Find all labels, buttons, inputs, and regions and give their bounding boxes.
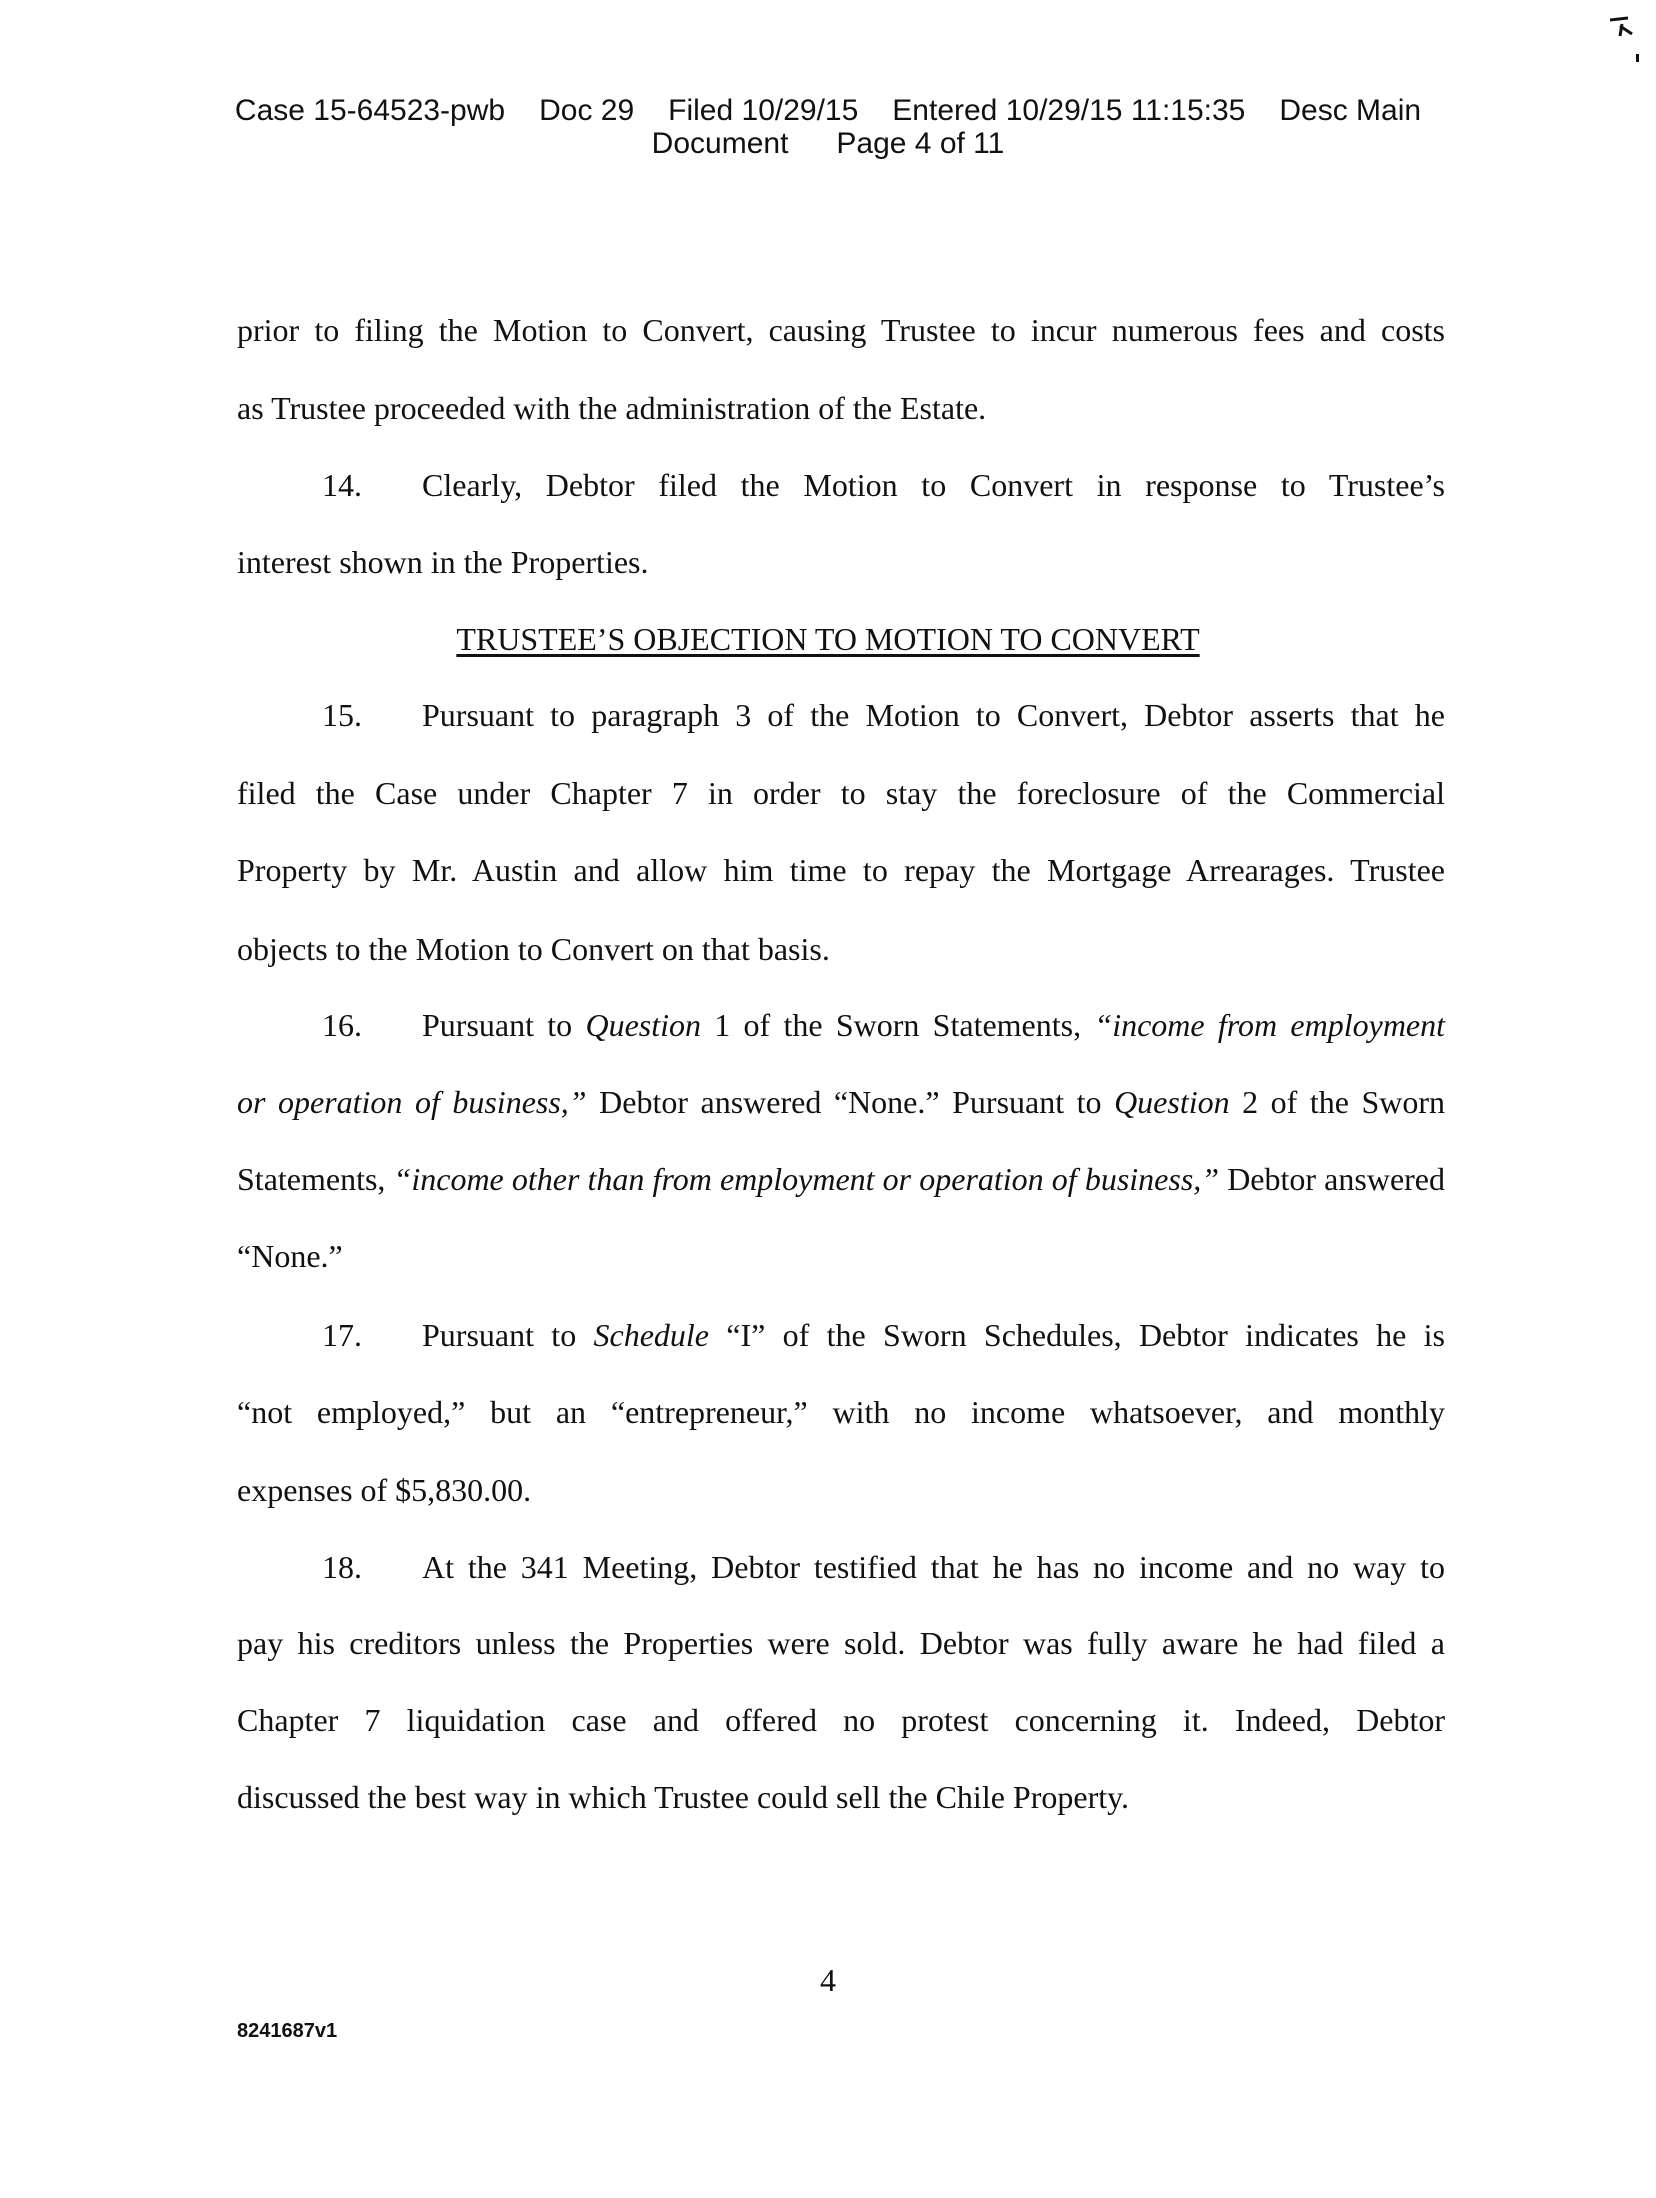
doc-number: Doc 29	[539, 94, 635, 127]
body-line: Property by Mr. Austin and allow him time to repay the Mortgage Arrearages. Trustee	[237, 852, 1445, 888]
italic-run: “income from employment	[1094, 1007, 1446, 1043]
paragraph-number: 16.	[322, 1007, 362, 1043]
italic-run: “income other than from employment or operation of business,”	[393, 1161, 1220, 1197]
paragraph-text: Clearly, Debtor filed the Motion to Convert in response to Trustee’s	[422, 467, 1445, 503]
paragraph-18	[237, 1547, 1445, 1587]
body-line: pay his creditors unless the Properties were sold. Debtor was fully aware he had filed a	[237, 1625, 1445, 1661]
text-run: Pursuant to	[422, 1007, 586, 1043]
description: Desc Main	[1279, 94, 1422, 127]
italic-run: Schedule	[593, 1317, 709, 1353]
scan-mark-corner	[1610, 14, 1640, 64]
handwritten-mark-icon	[1610, 14, 1640, 64]
page-indicator: Page 4 of 11	[836, 127, 1005, 160]
body-line: prior to filing the Motion to Convert, causing Trustee to incur numerous fees and costs	[237, 312, 1445, 348]
text-run: Debtor answered “None.” Pursuant to	[586, 1084, 1115, 1120]
header-line-2	[0, 127, 1656, 161]
header-line-1	[0, 94, 1656, 128]
paragraph-17	[237, 1315, 1445, 1355]
body-line: objects to the Motion to Convert on that basis.	[237, 931, 830, 967]
body-line: Chapter 7 liquidation case and offered no protest concerning it. Indeed, Debtor	[237, 1702, 1445, 1738]
text-run: 2 of the Sworn	[1229, 1084, 1446, 1120]
body-line	[237, 1159, 1445, 1199]
body-line: filed the Case under Chapter 7 in order to stay the foreclosure of the Commercial	[237, 775, 1445, 811]
paragraph-number: 18.	[322, 1549, 362, 1585]
paragraph-15	[237, 695, 1445, 735]
document-id: 8241687v1	[237, 2020, 338, 2042]
text-run: Debtor answered	[1219, 1161, 1446, 1197]
italic-run: or operation of business,”	[237, 1084, 587, 1120]
document-label: Document	[651, 127, 789, 160]
body-line: discussed the best way in which Trustee could sell the Chile Property.	[237, 1779, 1130, 1815]
body-line: interest shown in the Properties.	[237, 544, 649, 580]
paragraph-14	[237, 465, 1445, 505]
paragraph-text: At the 341 Meeting, Debtor testified that he has no income and no way to	[422, 1549, 1445, 1585]
body-line: “None.”	[237, 1238, 343, 1274]
page-number: 4	[820, 1962, 836, 1998]
italic-run: Question	[1114, 1084, 1230, 1120]
body-line: expenses of $5,830.00.	[237, 1472, 532, 1508]
case-number: Case 15-64523-pwb	[234, 94, 506, 127]
body-line: “not employed,” but an “entrepreneur,” with no income whatsoever, and monthly	[237, 1394, 1445, 1430]
section-heading: TRUSTEE’S OBJECTION TO MOTION TO CONVERT	[456, 621, 1200, 657]
text-run: 1 of the Sworn Statements,	[701, 1007, 1095, 1043]
paragraph-16	[237, 1005, 1445, 1045]
body-line	[237, 1082, 1445, 1122]
body-line: as Trustee proceeded with the administration of the Estate.	[237, 390, 987, 426]
entered-date: Entered 10/29/15 11:15:35	[892, 94, 1246, 127]
paragraph-number: 14.	[322, 467, 362, 503]
filed-date: Filed 10/29/15	[668, 94, 859, 127]
text-run: Statements,	[237, 1161, 394, 1197]
text-run: Pursuant to	[422, 1317, 594, 1353]
paragraph-text: Pursuant to paragraph 3 of the Motion to Convert, Debtor asserts that he	[422, 697, 1445, 733]
paragraph-number: 15.	[322, 697, 362, 733]
text-run: “I” of the Sworn Schedules, Debtor indicates he is	[709, 1317, 1446, 1353]
italic-run: Question	[585, 1007, 701, 1043]
paragraph-number: 17.	[322, 1317, 362, 1353]
